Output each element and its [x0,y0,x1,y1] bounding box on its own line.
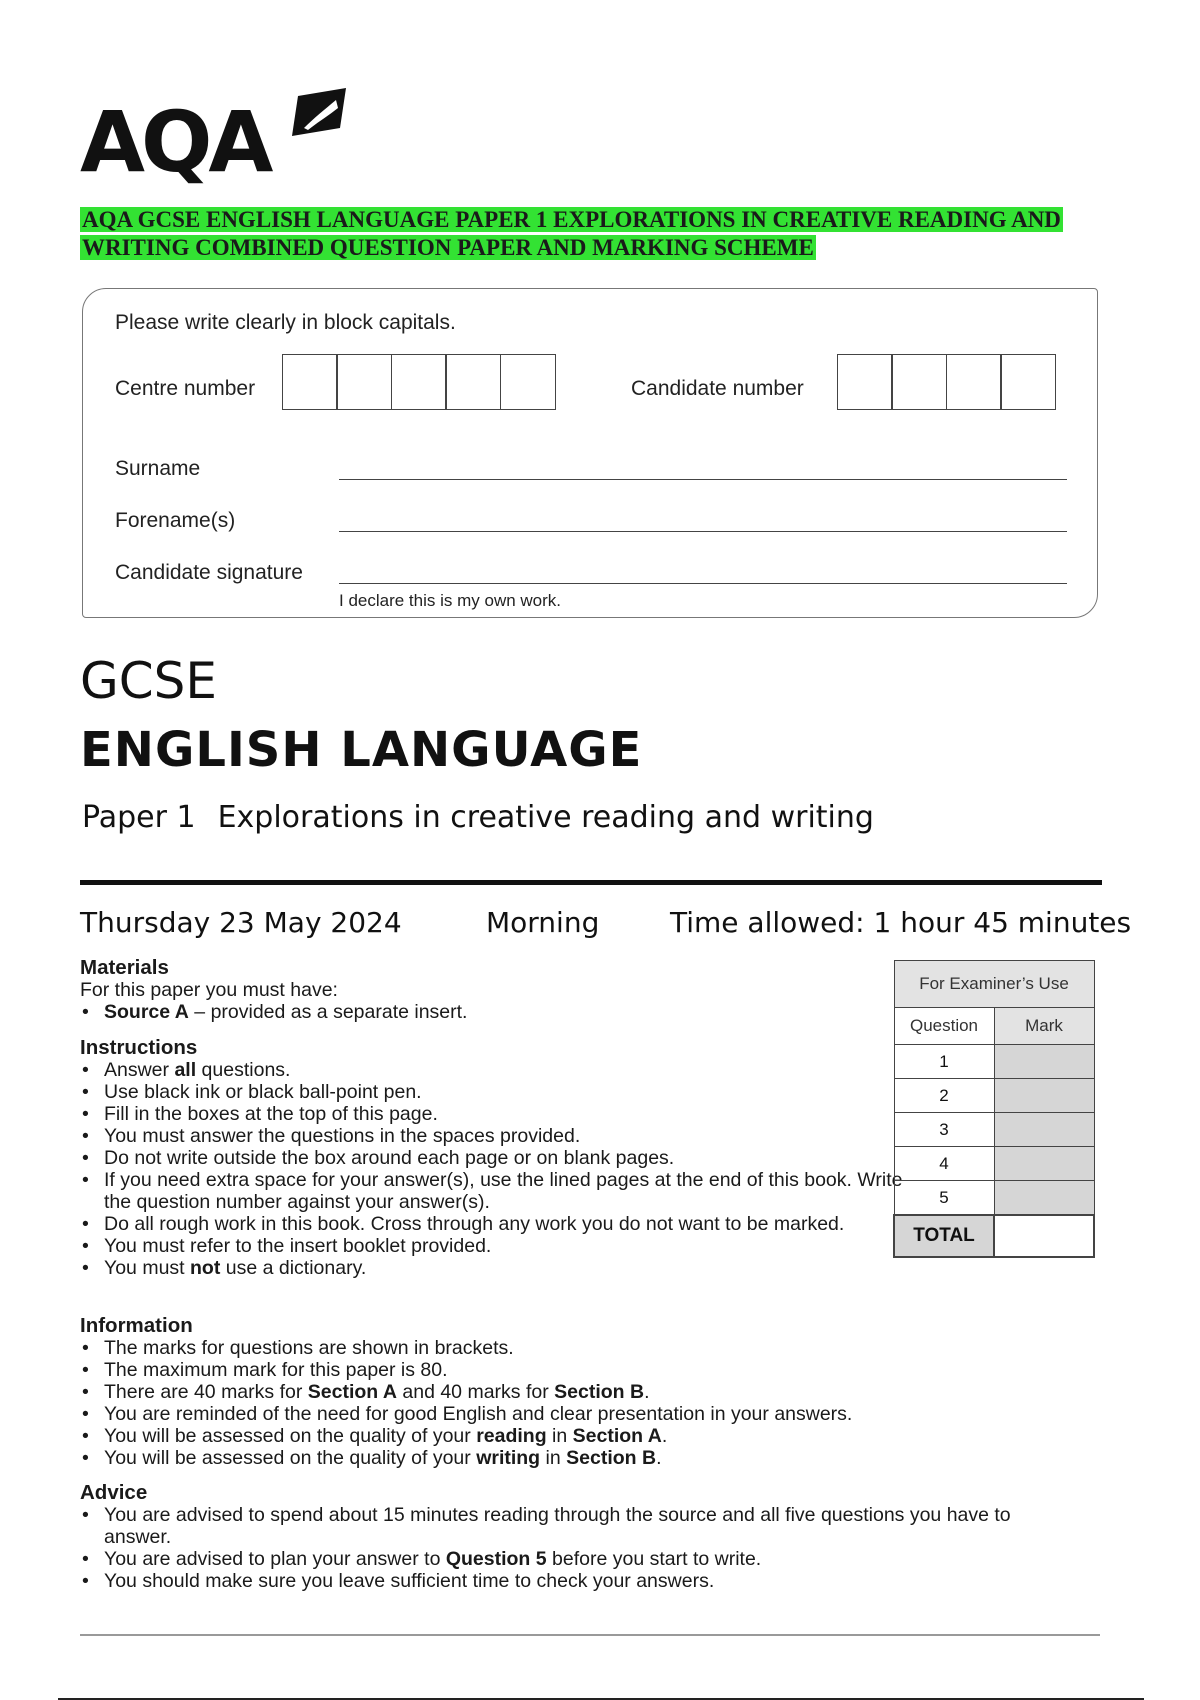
item-text: You will be assessed on the quality of your [104,1447,477,1469]
item-text: You are reminded of the need for good English and clear presentation in your answers. [104,1403,853,1425]
centre-number-label: Centre number [115,377,256,400]
list-item [80,1337,910,1359]
candidate-number-box[interactable] [946,354,1002,410]
emphasis-text: not [190,1257,221,1279]
list-item [80,1081,910,1103]
list-item [80,1548,1080,1570]
item-text: . [661,1425,668,1447]
total-label: TOTAL [894,1215,994,1257]
total-mark-cell [994,1215,1094,1257]
list-item [80,1125,910,1147]
section-divider [80,880,1102,885]
item-text: You are advised to spend about 15 minutes reading through the source and all five questions you have to answer. [104,1504,1011,1548]
list-item [80,1359,910,1381]
mark-cell [994,1079,1094,1113]
question-number: 3 [894,1113,994,1147]
instructions-section [80,1036,910,1279]
block-capitals-instruction: Please write clearly in block capitals. [115,311,456,334]
list-item [80,1169,910,1213]
item-text: You must answer the questions in the spaces provided. [104,1125,581,1147]
examiner-rows [894,1045,1094,1216]
signature-line[interactable] [339,583,1067,584]
item-text: Fill in the boxes at the top of this page. [104,1103,438,1125]
mark-column-header: Mark [994,1008,1094,1045]
question-number: 2 [894,1079,994,1113]
list-item [80,1381,910,1403]
centre-number-box[interactable] [282,354,338,410]
forename-label: Forename(s) [115,509,236,532]
emphasis-text: Section B [554,1381,645,1403]
materials-list [80,1001,910,1023]
candidate-number-label: Candidate number [631,377,804,400]
emphasis-text: all [174,1059,197,1081]
question-row [894,1079,1094,1113]
list-item [80,1001,910,1023]
centre-number-box[interactable] [336,354,392,410]
item-text: questions. [196,1059,291,1081]
materials-intro: For this paper you must have: [80,979,338,1001]
item-text: in [546,1425,573,1447]
candidate-details-box [82,288,1098,618]
paper-title [82,800,874,835]
forename-line[interactable] [339,531,1067,532]
item-text: There are 40 marks for [104,1381,308,1403]
document-heading-text: AQA GCSE ENGLISH LANGUAGE PAPER 1 EXPLORATIONS IN CREATIVE READING AND WRITING COMBINED QUESTION PAPER AND MARKING SCHEME [82,207,1061,260]
emphasis-text: Question 5 [445,1548,547,1570]
total-row [894,1215,1094,1257]
mark-cell [994,1045,1094,1079]
centre-number-boxes[interactable] [283,354,556,410]
item-text: before you start to write. [546,1548,762,1570]
list-item [80,1403,910,1425]
surname-label: Surname [115,457,201,480]
aqa-logo [80,88,350,191]
item-text: . [656,1447,662,1469]
emphasis-text: Section A [572,1425,662,1447]
instructions-list [80,1059,910,1279]
list-item [80,1103,910,1125]
list-item [80,1570,1080,1592]
centre-number-box[interactable] [391,354,447,410]
document-heading [80,206,1130,262]
list-item [80,1235,910,1257]
item-text: use a dictionary. [220,1257,367,1279]
item-text: – provided as a separate insert. [188,1001,468,1023]
question-number: 1 [894,1045,994,1079]
candidate-number-boxes[interactable] [838,354,1056,410]
materials-heading: Materials [80,956,169,979]
emphasis-text: reading [476,1425,547,1447]
item-text: Answer [104,1059,175,1081]
item-text: Do not write outside the box around each page or on blank pages. [104,1147,675,1169]
centre-number-box[interactable] [445,354,501,410]
bottom-divider [80,1634,1100,1636]
advice-section [80,1481,1080,1592]
mark-cell [994,1181,1094,1216]
candidate-number-box[interactable] [891,354,947,410]
item-text: You are advised to plan your answer to [104,1548,446,1570]
item-text: in [540,1447,567,1469]
question-row [894,1147,1094,1181]
examiner-use-table [893,960,1095,1258]
candidate-number-box[interactable] [1000,354,1056,410]
list-item [80,1213,910,1235]
list-item [80,1257,910,1279]
item-text: and 40 marks for [396,1381,555,1403]
question-number: 4 [894,1147,994,1181]
subject-title: ENGLISH LANGUAGE [80,722,643,778]
item-text: The maximum mark for this paper is 80. [104,1359,448,1381]
logo-text: AQA [80,93,270,191]
item-text: Use black ink or black ball-point pen. [104,1081,422,1103]
mark-cell [994,1147,1094,1181]
item-text: You must [104,1257,190,1279]
emphasis-text: Section B [566,1447,657,1469]
emphasis-text: writing [476,1447,541,1469]
item-text: You must refer to the insert booklet provided. [104,1235,492,1257]
question-number: 5 [894,1181,994,1216]
declaration-text: I declare this is my own work. [339,591,562,610]
qualification-title: GCSE [80,652,217,710]
question-row [894,1113,1094,1147]
item-text: You will be assessed on the quality of your [104,1425,477,1447]
exam-session: Morning [486,906,600,939]
item-text: The marks for questions are shown in brackets. [104,1337,514,1359]
materials-section [80,956,910,1023]
mark-cell [994,1113,1094,1147]
paper-number: Paper 1 [82,800,196,835]
time-allowed: Time allowed: 1 hour 45 minutes [670,906,1132,939]
signature-label: Candidate signature [115,561,303,584]
question-row [894,1045,1094,1079]
information-heading: Information [80,1314,193,1337]
centre-number-box[interactable] [500,354,556,410]
question-column-header: Question [894,1008,994,1045]
examiner-use-title: For Examiner’s Use [894,961,1094,1008]
advice-heading: Advice [80,1481,148,1504]
instructions-heading: Instructions [80,1036,198,1059]
item-text: . [644,1381,650,1403]
list-item [80,1059,910,1081]
item-text: Do all rough work in this book. Cross through any work you do not want to be marked. [104,1213,845,1235]
advice-list [80,1504,1080,1592]
logo-flag-icon [288,88,348,148]
emphasis-text: Source A [104,1001,189,1023]
list-item [80,1147,910,1169]
list-item [80,1504,1080,1548]
exam-date: Thursday 23 May 2024 [80,906,402,939]
information-list [80,1337,910,1469]
candidate-number-box[interactable] [837,354,893,410]
question-row [894,1181,1094,1216]
list-item [80,1425,910,1447]
paper-name: Explorations in creative reading and writing [217,800,874,835]
list-item [80,1447,910,1469]
information-section [80,1314,910,1469]
surname-line[interactable] [339,479,1067,480]
item-text: You should make sure you leave sufficient time to check your answers. [104,1570,715,1592]
item-text: If you need extra space for your answer(s), use the lined pages at the end of this book. Write the question number against your answer(s). [104,1169,903,1213]
emphasis-text: Section A [307,1381,397,1403]
